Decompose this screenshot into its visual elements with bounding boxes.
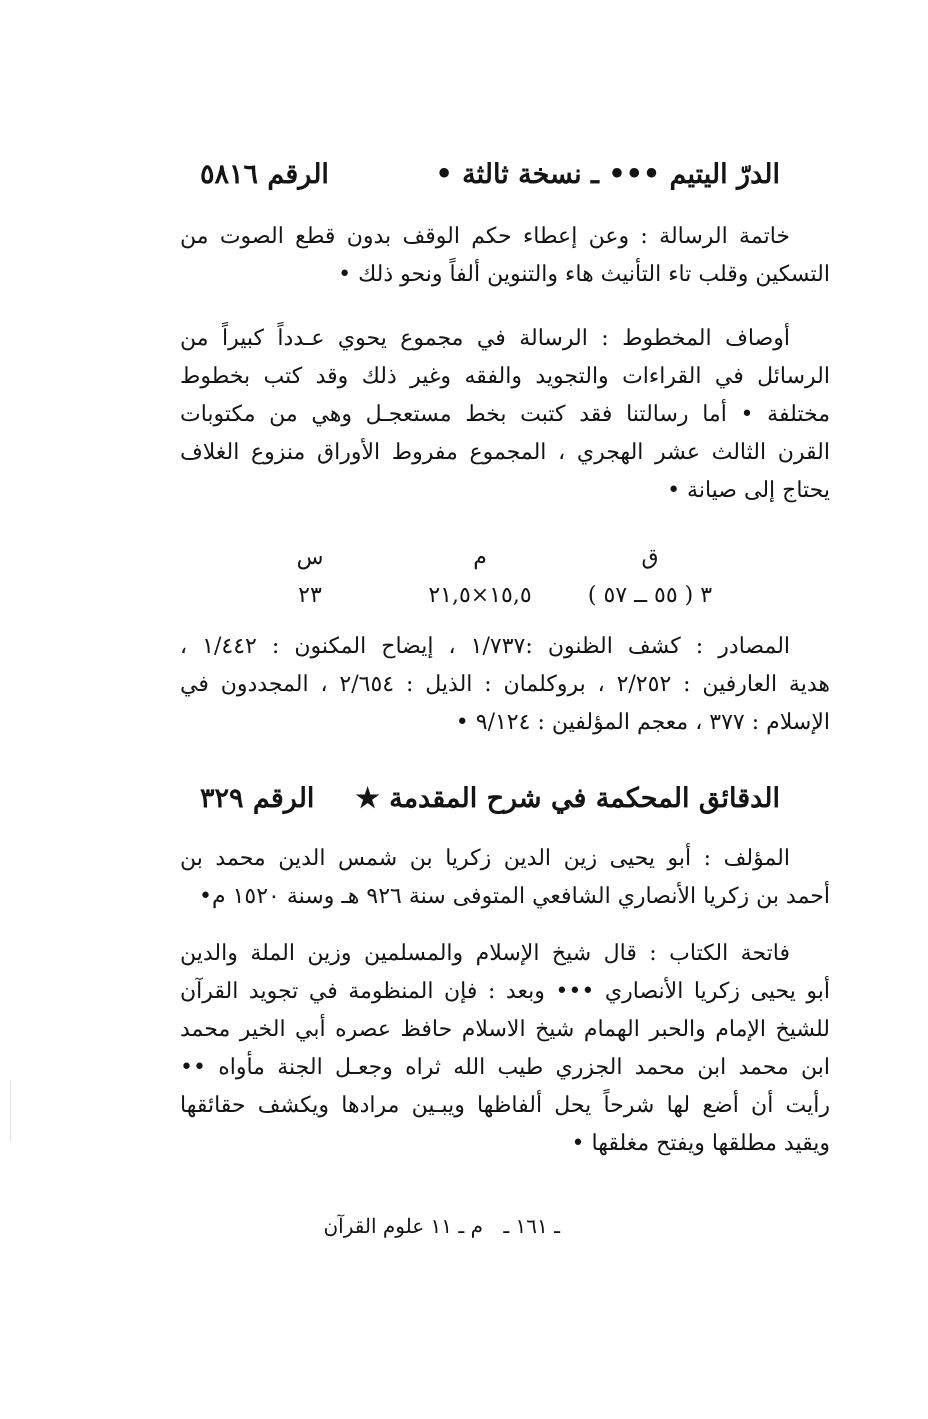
text-line: رأيت أن أضع لها شرحاً يحل ألفاظها ويبـين مرادها ويكشف حقائقها	[180, 1093, 830, 1118]
text-line: للشيخ الإمام والحبر الهمام شيخ الاسلام حافظ عصره أبي الخير محمد	[180, 1017, 830, 1042]
lines-column	[220, 540, 400, 616]
text-line: يحتاج إلى صيانة •	[667, 478, 830, 503]
text-line: مختلفة • أما رسالتنا فقد كتبت بخط مستعجـل وهي من مكتوبات	[180, 402, 830, 427]
text-line: ويقيد مطلقها ويفتح مغلقها •	[571, 1131, 830, 1156]
text-line: القرن الثالث عشر الهجري ، المجموع مفروط الأوراق منزوع الغلاف	[180, 440, 830, 465]
size-value: ١٥,٥×٢١,٥	[428, 583, 532, 608]
lines-label: س	[296, 545, 324, 570]
text-line: فاتحة الكتاب : قال شيخ الإسلام والمسلمين وزين الملة والدين	[180, 941, 790, 966]
author-paragraph	[180, 840, 830, 916]
text-line: المصادر : كشف الظنون :١/٧٣٧ ، إيضاح المكنون : ١/٤٤٢ ،	[180, 634, 791, 659]
page-footer	[200, 1212, 560, 1240]
entry-number: الرقم ٥٨١٦	[200, 159, 329, 190]
closing-paragraph	[180, 218, 830, 294]
text-line: ابن محمد ابن محمد الجزري طيب الله ثراه وجعـل الجنة مأواه ••	[180, 1055, 830, 1080]
leaves-label: ق	[641, 545, 659, 570]
text-line: خاتمة الرسالة : وعن إعطاء حكم الوقف بدون قطع الصوت من	[180, 224, 790, 249]
opening-paragraph	[180, 935, 830, 1163]
text-line: التسكين وقلب تاء التأنيث هاء والتنوين ألفاً ونحو ذلك •	[338, 262, 830, 287]
lines-value: ٢٣	[298, 583, 322, 608]
page-number: ـ ١٦١ ـ	[503, 1214, 560, 1238]
sources-paragraph	[180, 628, 830, 742]
text-line: أبو يحيى زكريا الأنصاري ••• وبعد : فإن المنظومة في تجويد القرآن	[180, 979, 830, 1004]
text-line: أحمد بن زكريا الأنصاري الشافعي المتوفى سنة ٩٢٦ هـ وسنة ١٥٢٠ م•	[199, 884, 830, 909]
printer-signature: م ـ ١١ علوم القرآن	[323, 1214, 483, 1238]
size-label: م	[473, 545, 487, 570]
text-line: الرسائل في القراءات والتجويد والفقه وغير ذلك وقد كتب بخطوط	[180, 364, 830, 389]
entry-title: الدرّ اليتيم ••• ـ نسخة ثالثة •	[435, 159, 780, 190]
text-line: الإسلام : ٣٧٧ ، معجم المؤلفين : ٩/١٢٤ •	[455, 710, 830, 735]
entry-number: الرقم ٣٢٩	[200, 783, 315, 814]
entry-title: الدقائق المحكمة في شرح المقدمة ★	[355, 783, 780, 814]
leaves-value: ٣ ( ٥٥ ــ ٥٧ )	[587, 583, 713, 608]
description-paragraph	[180, 320, 830, 510]
text-line: هدية العارفين : ٢/٢٥٢ ، بروكلمان : الذيل : ٢/٦٥٤ ، المجددون في	[180, 672, 830, 697]
text-line: المؤلف : أبو يحيى زين الدين زكريا بن شمس الدين محمد بن	[180, 846, 790, 871]
leaves-column	[560, 540, 740, 616]
size-column	[390, 540, 570, 616]
text-line: أوصاف المخطوط : الرسالة في مجموع يحوي عـدداً كبيراً من	[180, 326, 790, 351]
margin-mark	[10, 1080, 11, 1140]
